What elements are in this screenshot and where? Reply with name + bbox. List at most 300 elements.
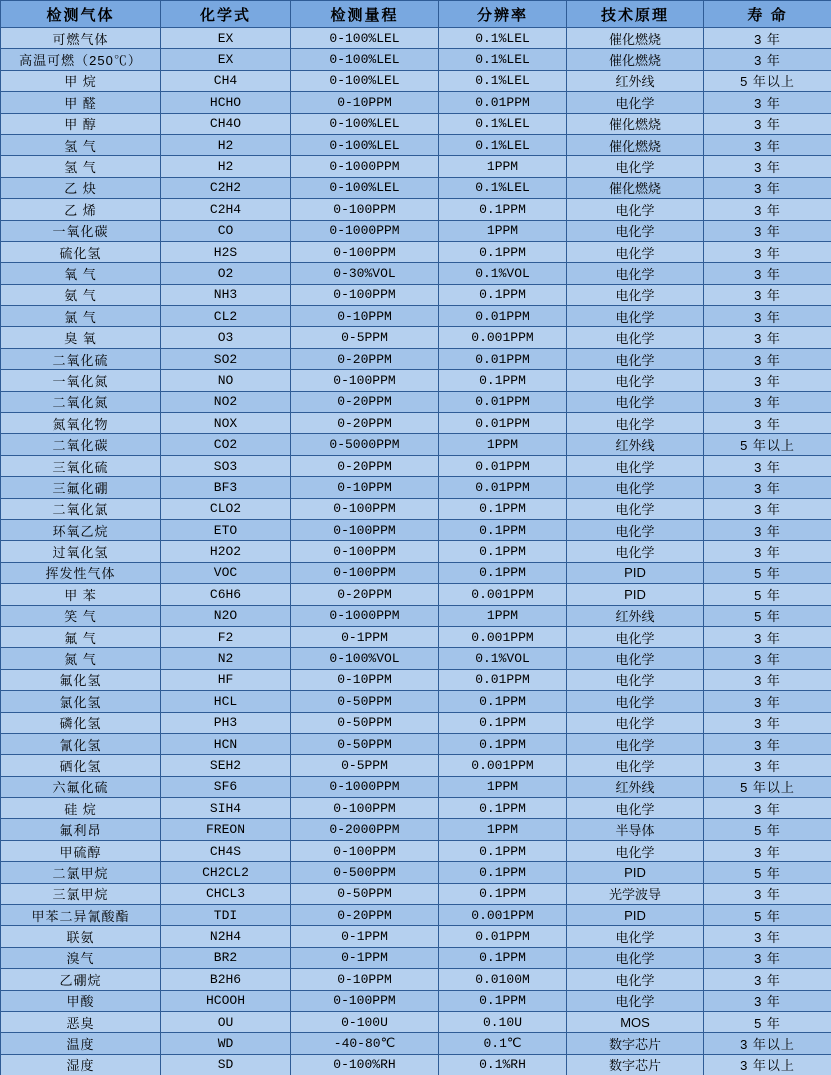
cell-range: 0-20PPM — [291, 413, 439, 434]
cell-formula: CO — [161, 220, 291, 241]
cell-lifetime: 3 年 — [704, 199, 831, 220]
cell-formula: NO — [161, 370, 291, 391]
cell-gas-name: 硅 烷 — [1, 798, 161, 819]
cell-resolution: 0.1PPM — [439, 241, 567, 262]
cell-range: 0-20PPM — [291, 455, 439, 476]
cell-lifetime: 3 年 — [704, 156, 831, 177]
table-row — [1, 49, 831, 70]
table-row — [1, 498, 831, 519]
table-row — [1, 1054, 831, 1075]
cell-range: 0-100%LEL — [291, 134, 439, 155]
cell-gas-name: 乙 炔 — [1, 177, 161, 198]
cell-formula: EX — [161, 49, 291, 70]
cell-principle: MOS — [567, 1011, 704, 1032]
cell-lifetime: 3 年 — [704, 306, 831, 327]
cell-range: 0-50PPM — [291, 883, 439, 904]
cell-principle: 电化学 — [567, 519, 704, 540]
cell-gas-name: 温度 — [1, 1033, 161, 1054]
cell-resolution: 0.1PPM — [439, 883, 567, 904]
cell-lifetime: 5 年 — [704, 819, 831, 840]
cell-lifetime: 3 年 — [704, 990, 831, 1011]
cell-resolution: 0.1%LEL — [439, 134, 567, 155]
cell-formula: WD — [161, 1033, 291, 1054]
cell-lifetime: 3 年 — [704, 370, 831, 391]
column-header-formula: 化学式 — [161, 1, 291, 28]
table-row — [1, 370, 831, 391]
cell-formula: TDI — [161, 905, 291, 926]
cell-gas-name: 笑 气 — [1, 605, 161, 626]
table-row — [1, 70, 831, 91]
cell-gas-name: 磷化氢 — [1, 712, 161, 733]
cell-range: 0-10PPM — [291, 306, 439, 327]
cell-gas-name: 氢 气 — [1, 156, 161, 177]
cell-range: 0-100PPM — [291, 284, 439, 305]
cell-gas-name: 甲硫醇 — [1, 840, 161, 861]
cell-range: 0-50PPM — [291, 733, 439, 754]
cell-principle: 电化学 — [567, 840, 704, 861]
cell-formula: N2H4 — [161, 926, 291, 947]
cell-resolution: 0.1PPM — [439, 541, 567, 562]
cell-range: 0-100PPM — [291, 990, 439, 1011]
cell-lifetime: 3 年 — [704, 113, 831, 134]
cell-lifetime: 3 年 — [704, 947, 831, 968]
cell-principle: PID — [567, 584, 704, 605]
cell-resolution: 0.1PPM — [439, 284, 567, 305]
cell-formula: CH2CL2 — [161, 862, 291, 883]
cell-lifetime: 3 年 — [704, 733, 831, 754]
cell-resolution: 1PPM — [439, 819, 567, 840]
cell-principle: 电化学 — [567, 370, 704, 391]
cell-range: 0-1000PPM — [291, 220, 439, 241]
table-row — [1, 220, 831, 241]
cell-principle: 电化学 — [567, 284, 704, 305]
cell-lifetime: 3 年 — [704, 327, 831, 348]
cell-formula: SF6 — [161, 776, 291, 797]
cell-principle: 电化学 — [567, 626, 704, 647]
cell-gas-name: 二氯甲烷 — [1, 862, 161, 883]
cell-range: 0-1PPM — [291, 947, 439, 968]
cell-resolution: 0.1%VOL — [439, 648, 567, 669]
cell-principle: 电化学 — [567, 306, 704, 327]
cell-lifetime: 3 年 — [704, 648, 831, 669]
cell-range: 0-10PPM — [291, 969, 439, 990]
cell-lifetime: 3 年 — [704, 177, 831, 198]
cell-formula: SIH4 — [161, 798, 291, 819]
cell-lifetime: 3 年 — [704, 92, 831, 113]
cell-gas-name: 湿度 — [1, 1054, 161, 1075]
table-row — [1, 199, 831, 220]
table-row — [1, 947, 831, 968]
table-row — [1, 862, 831, 883]
cell-principle: 电化学 — [567, 755, 704, 776]
cell-range: 0-20PPM — [291, 584, 439, 605]
cell-formula: C2H2 — [161, 177, 291, 198]
cell-formula: B2H6 — [161, 969, 291, 990]
cell-resolution: 0.1PPM — [439, 691, 567, 712]
cell-resolution: 0.10U — [439, 1011, 567, 1032]
cell-resolution: 0.01PPM — [439, 391, 567, 412]
cell-formula: EX — [161, 28, 291, 49]
cell-gas-name: 甲 苯 — [1, 584, 161, 605]
cell-range: 0-100%LEL — [291, 177, 439, 198]
table-row — [1, 883, 831, 904]
cell-gas-name: 甲苯二异氰酸酯 — [1, 905, 161, 926]
cell-gas-name: 二氧化氮 — [1, 391, 161, 412]
cell-gas-name: 乙 烯 — [1, 199, 161, 220]
cell-range: 0-100PPM — [291, 370, 439, 391]
cell-range: -40-80℃ — [291, 1033, 439, 1054]
table-row — [1, 605, 831, 626]
cell-lifetime: 5 年以上 — [704, 776, 831, 797]
cell-lifetime: 3 年 — [704, 241, 831, 262]
table-row — [1, 519, 831, 540]
cell-range: 0-100%LEL — [291, 49, 439, 70]
table-row — [1, 712, 831, 733]
cell-gas-name: 乙硼烷 — [1, 969, 161, 990]
table-row — [1, 840, 831, 861]
table-row — [1, 926, 831, 947]
cell-lifetime: 3 年 — [704, 712, 831, 733]
table-header-row — [1, 1, 831, 28]
cell-formula: CH4O — [161, 113, 291, 134]
cell-formula: OU — [161, 1011, 291, 1032]
cell-principle: 电化学 — [567, 199, 704, 220]
cell-principle: 电化学 — [567, 947, 704, 968]
cell-lifetime: 3 年以上 — [704, 1054, 831, 1075]
cell-lifetime: 3 年 — [704, 348, 831, 369]
cell-gas-name: 氯 气 — [1, 306, 161, 327]
cell-formula: O2 — [161, 263, 291, 284]
cell-lifetime: 3 年 — [704, 498, 831, 519]
cell-resolution: 0.1%VOL — [439, 263, 567, 284]
cell-principle: PID — [567, 905, 704, 926]
cell-resolution: 0.01PPM — [439, 926, 567, 947]
column-header-principle: 技术原理 — [567, 1, 704, 28]
cell-resolution: 0.1PPM — [439, 947, 567, 968]
cell-resolution: 0.1%LEL — [439, 28, 567, 49]
cell-lifetime: 5 年 — [704, 605, 831, 626]
cell-resolution: 0.001PPM — [439, 626, 567, 647]
cell-gas-name: 氢 气 — [1, 134, 161, 155]
cell-gas-name: 硫化氢 — [1, 241, 161, 262]
cell-principle: 电化学 — [567, 541, 704, 562]
cell-lifetime: 3 年 — [704, 840, 831, 861]
cell-resolution: 0.1PPM — [439, 712, 567, 733]
cell-gas-name: 挥发性气体 — [1, 562, 161, 583]
cell-lifetime: 3 年 — [704, 28, 831, 49]
cell-principle: 半导体 — [567, 819, 704, 840]
cell-lifetime: 5 年以上 — [704, 70, 831, 91]
cell-gas-name: 过氧化氢 — [1, 541, 161, 562]
cell-gas-name: 三氯甲烷 — [1, 883, 161, 904]
cell-range: 0-100PPM — [291, 562, 439, 583]
cell-formula: HCOOH — [161, 990, 291, 1011]
cell-principle: 红外线 — [567, 70, 704, 91]
cell-formula: H2 — [161, 156, 291, 177]
cell-resolution: 0.001PPM — [439, 755, 567, 776]
cell-lifetime: 3 年 — [704, 883, 831, 904]
cell-range: 0-100%RH — [291, 1054, 439, 1075]
cell-principle: 电化学 — [567, 220, 704, 241]
cell-principle: 催化燃烧 — [567, 177, 704, 198]
cell-principle: 电化学 — [567, 691, 704, 712]
cell-resolution: 0.1%LEL — [439, 177, 567, 198]
cell-principle: 电化学 — [567, 327, 704, 348]
table-header — [1, 1, 831, 28]
cell-principle: 电化学 — [567, 263, 704, 284]
cell-range: 0-20PPM — [291, 391, 439, 412]
cell-principle: 红外线 — [567, 434, 704, 455]
cell-lifetime: 3 年 — [704, 798, 831, 819]
table-row — [1, 391, 831, 412]
cell-formula: C6H6 — [161, 584, 291, 605]
cell-principle: 红外线 — [567, 776, 704, 797]
cell-resolution: 1PPM — [439, 434, 567, 455]
cell-principle: 催化燃烧 — [567, 134, 704, 155]
cell-range: 0-20PPM — [291, 348, 439, 369]
cell-resolution: 0.01PPM — [439, 92, 567, 113]
cell-principle: 电化学 — [567, 413, 704, 434]
table-row — [1, 798, 831, 819]
table-row — [1, 755, 831, 776]
cell-range: 0-500PPM — [291, 862, 439, 883]
cell-formula: H2O2 — [161, 541, 291, 562]
cell-formula: BF3 — [161, 477, 291, 498]
cell-gas-name: 臭 氧 — [1, 327, 161, 348]
cell-resolution: 0.1PPM — [439, 519, 567, 540]
cell-principle: 电化学 — [567, 990, 704, 1011]
table-row — [1, 28, 831, 49]
cell-resolution: 0.0100M — [439, 969, 567, 990]
cell-resolution: 0.01PPM — [439, 348, 567, 369]
cell-gas-name: 一氧化氮 — [1, 370, 161, 391]
cell-gas-name: 氟利昂 — [1, 819, 161, 840]
table-row — [1, 990, 831, 1011]
cell-formula: CHCL3 — [161, 883, 291, 904]
table-row — [1, 541, 831, 562]
cell-gas-name: 联氨 — [1, 926, 161, 947]
cell-range: 0-50PPM — [291, 691, 439, 712]
table-row — [1, 733, 831, 754]
column-header-range: 检测量程 — [291, 1, 439, 28]
cell-range: 0-100PPM — [291, 199, 439, 220]
cell-principle: 电化学 — [567, 969, 704, 990]
cell-formula: HCL — [161, 691, 291, 712]
table-row — [1, 434, 831, 455]
cell-formula: BR2 — [161, 947, 291, 968]
cell-gas-name: 二氧化氯 — [1, 498, 161, 519]
column-header-lifetime: 寿 命 — [704, 1, 831, 28]
cell-lifetime: 3 年 — [704, 284, 831, 305]
cell-formula: N2O — [161, 605, 291, 626]
table-body — [1, 28, 831, 1075]
table-row — [1, 819, 831, 840]
cell-formula: PH3 — [161, 712, 291, 733]
cell-principle: 光学波导 — [567, 883, 704, 904]
cell-resolution: 0.01PPM — [439, 306, 567, 327]
cell-gas-name: 可燃气体 — [1, 28, 161, 49]
cell-lifetime: 3 年 — [704, 49, 831, 70]
cell-formula: VOC — [161, 562, 291, 583]
cell-lifetime: 3 年 — [704, 541, 831, 562]
cell-range: 0-100PPM — [291, 498, 439, 519]
cell-gas-name: 恶臭 — [1, 1011, 161, 1032]
table-row — [1, 1011, 831, 1032]
cell-resolution: 0.01PPM — [439, 669, 567, 690]
cell-gas-name: 三氟化硼 — [1, 477, 161, 498]
cell-resolution: 0.1%RH — [439, 1054, 567, 1075]
cell-lifetime: 3 年 — [704, 626, 831, 647]
table-row — [1, 562, 831, 583]
cell-resolution: 0.1PPM — [439, 840, 567, 861]
cell-principle: 催化燃烧 — [567, 49, 704, 70]
table-row — [1, 348, 831, 369]
cell-lifetime: 3 年 — [704, 519, 831, 540]
cell-principle: 电化学 — [567, 391, 704, 412]
cell-principle: 电化学 — [567, 348, 704, 369]
cell-formula: FREON — [161, 819, 291, 840]
cell-formula: H2 — [161, 134, 291, 155]
table-row — [1, 413, 831, 434]
cell-range: 0-10PPM — [291, 477, 439, 498]
cell-resolution: 1PPM — [439, 776, 567, 797]
cell-range: 0-5PPM — [291, 755, 439, 776]
cell-resolution: 0.001PPM — [439, 584, 567, 605]
cell-formula: SD — [161, 1054, 291, 1075]
cell-range: 0-100%VOL — [291, 648, 439, 669]
cell-resolution: 0.01PPM — [439, 477, 567, 498]
cell-formula: ETO — [161, 519, 291, 540]
cell-lifetime: 3 年 — [704, 969, 831, 990]
cell-lifetime: 3 年 — [704, 755, 831, 776]
cell-formula: H2S — [161, 241, 291, 262]
cell-principle: 电化学 — [567, 712, 704, 733]
cell-lifetime: 3 年 — [704, 134, 831, 155]
cell-formula: HCHO — [161, 92, 291, 113]
cell-lifetime: 3 年 — [704, 220, 831, 241]
cell-gas-name: 氯化氢 — [1, 691, 161, 712]
cell-lifetime: 5 年 — [704, 905, 831, 926]
cell-lifetime: 3 年以上 — [704, 1033, 831, 1054]
cell-range: 0-1000PPM — [291, 156, 439, 177]
cell-gas-name: 二氧化碳 — [1, 434, 161, 455]
cell-principle: 电化学 — [567, 926, 704, 947]
cell-range: 0-5PPM — [291, 327, 439, 348]
cell-lifetime: 5 年 — [704, 862, 831, 883]
cell-resolution: 1PPM — [439, 220, 567, 241]
table-row — [1, 477, 831, 498]
cell-gas-name: 氮氧化物 — [1, 413, 161, 434]
cell-formula: SO3 — [161, 455, 291, 476]
cell-principle: 电化学 — [567, 241, 704, 262]
cell-formula: NOX — [161, 413, 291, 434]
cell-formula: CLO2 — [161, 498, 291, 519]
cell-principle: 电化学 — [567, 92, 704, 113]
table-row — [1, 455, 831, 476]
cell-resolution: 0.1%LEL — [439, 70, 567, 91]
cell-lifetime: 3 年 — [704, 391, 831, 412]
cell-range: 0-5000PPM — [291, 434, 439, 455]
cell-lifetime: 3 年 — [704, 669, 831, 690]
cell-gas-name: 氨 气 — [1, 284, 161, 305]
cell-range: 0-2000PPM — [291, 819, 439, 840]
cell-formula: CH4 — [161, 70, 291, 91]
cell-gas-name: 环氧乙烷 — [1, 519, 161, 540]
table-row — [1, 156, 831, 177]
cell-principle: 催化燃烧 — [567, 113, 704, 134]
cell-range: 0-100PPM — [291, 241, 439, 262]
cell-principle: 红外线 — [567, 605, 704, 626]
cell-lifetime: 3 年 — [704, 413, 831, 434]
cell-formula: SEH2 — [161, 755, 291, 776]
cell-principle: 电化学 — [567, 156, 704, 177]
cell-principle: PID — [567, 562, 704, 583]
cell-lifetime: 5 年以上 — [704, 434, 831, 455]
table-row — [1, 134, 831, 155]
table-row — [1, 92, 831, 113]
table-row — [1, 177, 831, 198]
cell-range: 0-1PPM — [291, 926, 439, 947]
cell-gas-name: 二氧化硫 — [1, 348, 161, 369]
cell-formula: HCN — [161, 733, 291, 754]
cell-resolution: 0.1℃ — [439, 1033, 567, 1054]
cell-range: 0-20PPM — [291, 905, 439, 926]
cell-resolution: 0.1PPM — [439, 199, 567, 220]
table-row — [1, 776, 831, 797]
cell-resolution: 0.1PPM — [439, 990, 567, 1011]
cell-principle: 数字芯片 — [567, 1054, 704, 1075]
cell-gas-name: 一氧化碳 — [1, 220, 161, 241]
table-row — [1, 263, 831, 284]
table-row — [1, 691, 831, 712]
cell-range: 0-100%LEL — [291, 113, 439, 134]
cell-principle: 催化燃烧 — [567, 28, 704, 49]
cell-gas-name: 氰化氢 — [1, 733, 161, 754]
cell-lifetime: 3 年 — [704, 263, 831, 284]
column-header-gas-name: 检测气体 — [1, 1, 161, 28]
cell-gas-name: 甲酸 — [1, 990, 161, 1011]
cell-resolution: 1PPM — [439, 605, 567, 626]
table-row — [1, 669, 831, 690]
cell-principle: 电化学 — [567, 498, 704, 519]
cell-lifetime: 3 年 — [704, 926, 831, 947]
cell-formula: CH4S — [161, 840, 291, 861]
cell-formula: O3 — [161, 327, 291, 348]
cell-lifetime: 3 年 — [704, 455, 831, 476]
cell-range: 0-100PPM — [291, 541, 439, 562]
cell-gas-name: 氧 气 — [1, 263, 161, 284]
cell-principle: 电化学 — [567, 733, 704, 754]
cell-formula: NO2 — [161, 391, 291, 412]
cell-range: 0-1000PPM — [291, 605, 439, 626]
cell-formula: N2 — [161, 648, 291, 669]
cell-gas-name: 甲 醇 — [1, 113, 161, 134]
table-row — [1, 327, 831, 348]
cell-formula: NH3 — [161, 284, 291, 305]
cell-lifetime: 3 年 — [704, 691, 831, 712]
cell-formula: CL2 — [161, 306, 291, 327]
cell-resolution: 0.1PPM — [439, 862, 567, 883]
cell-formula: HF — [161, 669, 291, 690]
cell-gas-name: 甲 烷 — [1, 70, 161, 91]
cell-range: 0-10PPM — [291, 92, 439, 113]
cell-principle: 电化学 — [567, 798, 704, 819]
cell-resolution: 0.1PPM — [439, 498, 567, 519]
table-row — [1, 284, 831, 305]
table-row — [1, 905, 831, 926]
cell-resolution: 0.1%LEL — [439, 113, 567, 134]
table-row — [1, 584, 831, 605]
